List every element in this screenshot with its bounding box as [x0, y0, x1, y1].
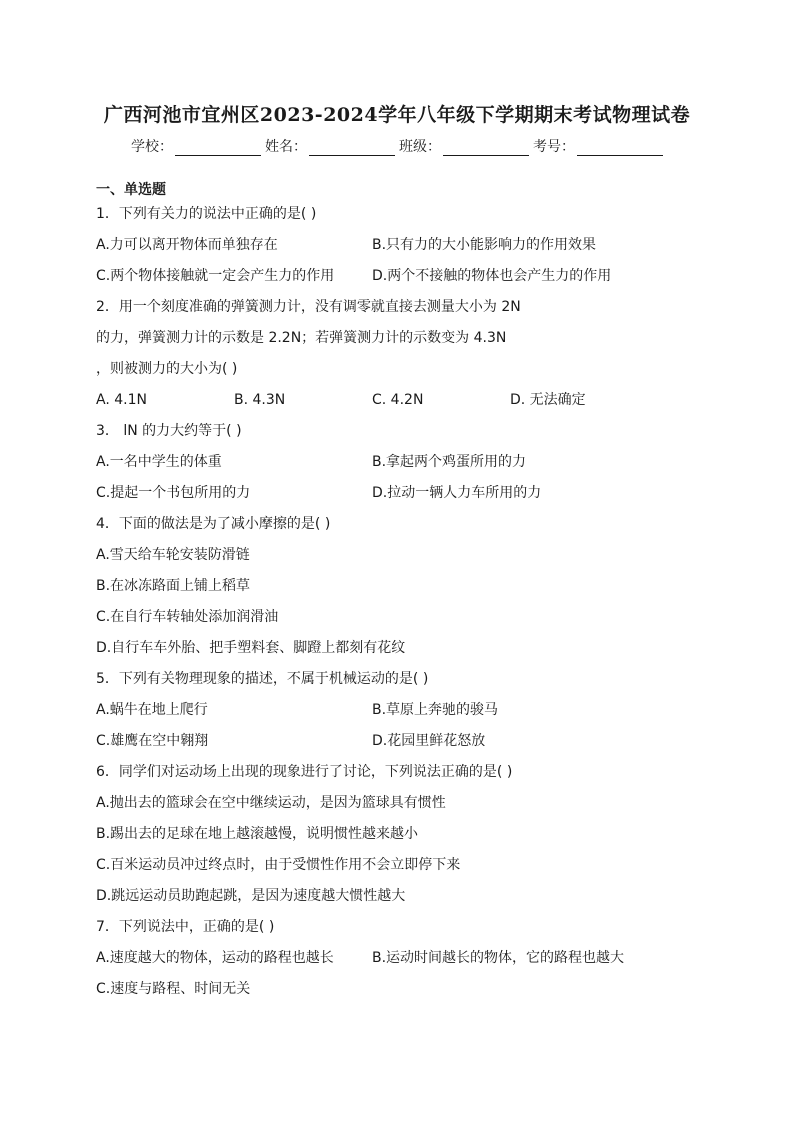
number-label: 考号： [533, 139, 575, 155]
q4-option-b: B.在冰冻路面上铺上稻草 [96, 578, 251, 594]
q4-stem: 4．下面的做法是为了减小摩擦的是( ) [96, 516, 331, 532]
q7-option-c: C.速度与路程、时间无关 [96, 981, 251, 997]
q3-stem: 3． lN 的力大约等于( ) [96, 423, 242, 439]
q7-option-a: A.速度越大的物体，运动的路程也越长 [96, 950, 334, 966]
page-title: 广西河池市宜州区2023-2024学年八年级下学期期末考试物理试卷 [103, 104, 691, 126]
q7-stem: 7．下列说法中，正确的是( ) [96, 919, 275, 935]
q3-option-d: D.拉动一辆人力车所用的力 [372, 485, 542, 501]
q3-option-b: B.拿起两个鸡蛋所用的力 [372, 454, 527, 470]
q5-option-d: D.花园里鲜花怒放 [372, 733, 486, 749]
q6-option-b: B.踢出去的足球在地上越滚越慢，说明惯性越来越小 [96, 826, 419, 842]
q2-stem-line3: ，则被测力的大小为( ) [96, 361, 238, 377]
q6-option-c: C.百米运动员冲过终点时，由于受惯性作用不会立即停下来 [96, 857, 461, 873]
number-field [533, 136, 663, 156]
q1-option-a: A.力可以离开物体而单独存在 [96, 237, 278, 253]
q4-option-d: D.自行车车外胎、把手塑料套、脚蹬上都刻有花纹 [96, 640, 406, 656]
q2-option-a: A. 4.1N [96, 392, 147, 408]
q6-option-d: D.跳远运动员助跑起跳，是因为速度越大惯性越大 [96, 888, 406, 904]
q6-stem: 6．同学们对运动场上出现的现象进行了讨论，下列说法正确的是( ) [96, 764, 513, 780]
school-label: 学校： [131, 139, 173, 155]
class-blank[interactable] [443, 140, 529, 156]
q3-option-c: C.提起一个书包所用的力 [96, 485, 251, 501]
q7-option-b: B.运动时间越长的物体，它的路程也越大 [372, 950, 625, 966]
q2-stem-line2: 的力，弹簧测力计的示数是 2.2N；若弹簧测力计的示数变为 4.3N [96, 330, 507, 346]
q1-option-d: D.两个不接触的物体也会产生力的作用 [372, 268, 612, 284]
q1-option-c: C.两个物体接触就一定会产生力的作用 [96, 268, 335, 284]
q4-option-a: A.雪天给车轮安装防滑链 [96, 547, 250, 563]
q1-stem: 1．下列有关力的说法中正确的是( ) [96, 206, 317, 222]
q5-stem: 5．下列有关物理现象的描述，不属于机械运动的是( ) [96, 671, 429, 687]
q1-option-b: B.只有力的大小能影响力的作用效果 [372, 237, 597, 253]
school-field [131, 136, 261, 156]
class-label: 班级： [399, 139, 441, 155]
q2-option-b: B. 4.3N [234, 392, 286, 408]
q3-option-a: A.一名中学生的体重 [96, 454, 222, 470]
name-field [265, 136, 395, 156]
number-blank[interactable] [577, 140, 663, 156]
q5-option-b: B.草原上奔驰的骏马 [372, 702, 499, 718]
class-field [399, 136, 529, 156]
q2-option-d: D. 无法确定 [510, 392, 586, 408]
student-info-row [0, 136, 794, 156]
name-blank[interactable] [309, 140, 395, 156]
section-heading: 一、单选题 [96, 182, 166, 198]
q5-option-a: A.蜗牛在地上爬行 [96, 702, 208, 718]
q2-option-c: C. 4.2N [372, 392, 424, 408]
name-label: 姓名： [265, 139, 307, 155]
q4-option-c: C.在自行车转轴处添加润滑油 [96, 609, 279, 625]
q2-stem-line1: 2．用一个刻度准确的弹簧测力计，没有调零就直接去测量大小为 2N [96, 299, 521, 315]
school-blank[interactable] [175, 140, 261, 156]
q5-option-c: C.雄鹰在空中翱翔 [96, 733, 209, 749]
q6-option-a: A.抛出去的篮球会在空中继续运动，是因为篮球具有惯性 [96, 795, 446, 811]
